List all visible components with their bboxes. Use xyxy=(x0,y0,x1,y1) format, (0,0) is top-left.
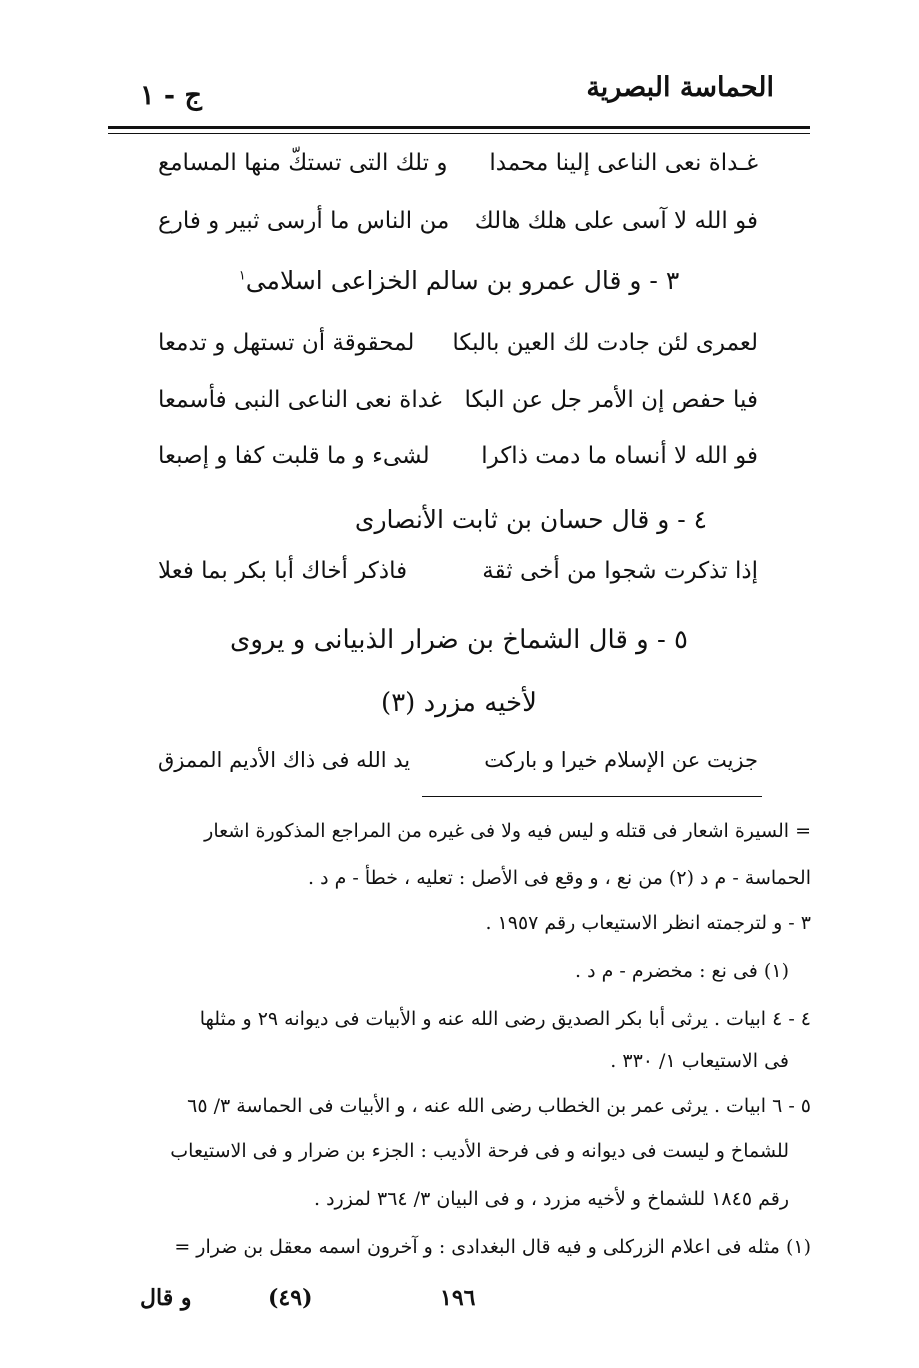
verse-hemistich-left: و تلك التى تستكّ منها المسامع xyxy=(158,150,448,176)
footnote-line: فى الاستيعاب ١/ ٣٣٠ . xyxy=(610,1050,789,1072)
heading-text: ٣ - و قال عمرو بن سالم الخزاعى اسلامى xyxy=(245,266,680,295)
verse-hemistich-left: فاذكر أخاك أبا بكر بما فعلا xyxy=(158,558,408,584)
footnote-line: (١) مثله فى اعلام الزركلى و فيه قال البغدادى : و آخرون اسمه معقل بن ضرار = xyxy=(174,1236,811,1258)
footnote-ref: ١ xyxy=(238,268,246,284)
volume-marker: ج - ١ xyxy=(140,80,202,111)
poem-heading-3 xyxy=(108,266,810,295)
verse-line xyxy=(158,443,758,483)
verse-hemistich-left: من الناس ما أرسى ثبير و فارع xyxy=(158,208,450,234)
footnote-line: = السيرة اشعار فى قتله و ليس فيه ولا فى غيره من المراجع المذكورة اشعار xyxy=(204,820,811,842)
verse-hemistich-right: إذا تذكرت شجوا من أخى ثقة xyxy=(482,558,758,584)
running-title: الحماسة البصرية xyxy=(586,72,774,103)
heading-text: ٥ - و قال الشماخ بن ضرار الذبيانى و يروى xyxy=(230,625,688,655)
catchword: و قال xyxy=(140,1285,192,1311)
verse-hemistich-left: غداة نعى الناعى النبى فأسمعا xyxy=(158,387,442,413)
verse-hemistich-right: لعمرى لئن جادت لك العين بالبكا xyxy=(452,330,758,356)
footnote-separator xyxy=(422,796,762,797)
verse-hemistich-left: لمحقوقة أن تستهل و تدمعا xyxy=(158,330,415,356)
page-number: ١٩٦ xyxy=(440,1285,476,1311)
footnote-line: الحماسة - م د (٢) من نع ، و وقع فى الأصل : تعليه ، خطأ - م د . xyxy=(308,867,811,889)
heading-text: لأخيه مزرد (٣) xyxy=(381,688,537,718)
verse-hemistich-right: جزيت عن الإسلام خيرا و باركت xyxy=(484,748,758,772)
footnote-line: ٣ - و لترجمته انظر الاستيعاب رقم ١٩٥٧ . xyxy=(485,912,811,934)
poem-heading-5 xyxy=(108,625,810,655)
poem-heading-5-continued xyxy=(108,688,810,718)
verse-line xyxy=(158,330,758,370)
footnote-line: ٥ - ٦ ابيات . يرثى عمر بن الخطاب رضى الله عنه ، و الأبيات فى الحماسة ٣/ ٦٥ xyxy=(187,1095,811,1117)
verse-hemistich-right: فو الله لا أنساه ما دمت ذاكرا xyxy=(481,443,758,469)
verse-line xyxy=(158,208,758,248)
verse-hemistich-right: غـداة نعى الناعى إلينا محمدا xyxy=(489,150,758,176)
verse-line xyxy=(158,558,758,598)
verse-hemistich-right: فيا حفص إن الأمر جل عن البكا xyxy=(464,387,758,413)
verse-hemistich-left: لشىء و ما قلبت كفا و إصبعا xyxy=(158,443,430,469)
verse-line xyxy=(158,150,758,190)
verse-hemistich-left: يد الله فى ذاك الأديم الممزق xyxy=(158,748,411,772)
verse-hemistich-right: فو الله لا آسى على هلك هالك xyxy=(474,208,758,234)
header-rule-thin xyxy=(108,133,810,134)
footnote-line: رقم ١٨٤٥ للشماخ و لأخيه مزرد ، و فى البيان ٣/ ٣٦٤ لمزرد . xyxy=(314,1188,789,1210)
verse-line xyxy=(158,748,758,788)
poem-heading-4 xyxy=(180,505,882,534)
footnote-line: (١) فى نع : مخضرم - م د . xyxy=(575,960,789,982)
footnote-line: ٤ - ٤ ابيات . يرثى أبا بكر الصديق رضى الله عنه و الأبيات فى ديوانه ٢٩ و مثلها xyxy=(199,1008,811,1030)
sequence-number: (٤٩) xyxy=(268,1285,313,1311)
footnote-line: للشماخ و ليست فى ديوانه و فى فرحة الأديب : الجزء بن ضرار و فى الاستيعاب xyxy=(170,1140,789,1162)
verse-line xyxy=(158,387,758,427)
header-rule-thick xyxy=(108,126,810,129)
heading-text: ٤ - و قال حسان بن ثابت الأنصارى xyxy=(354,505,708,534)
